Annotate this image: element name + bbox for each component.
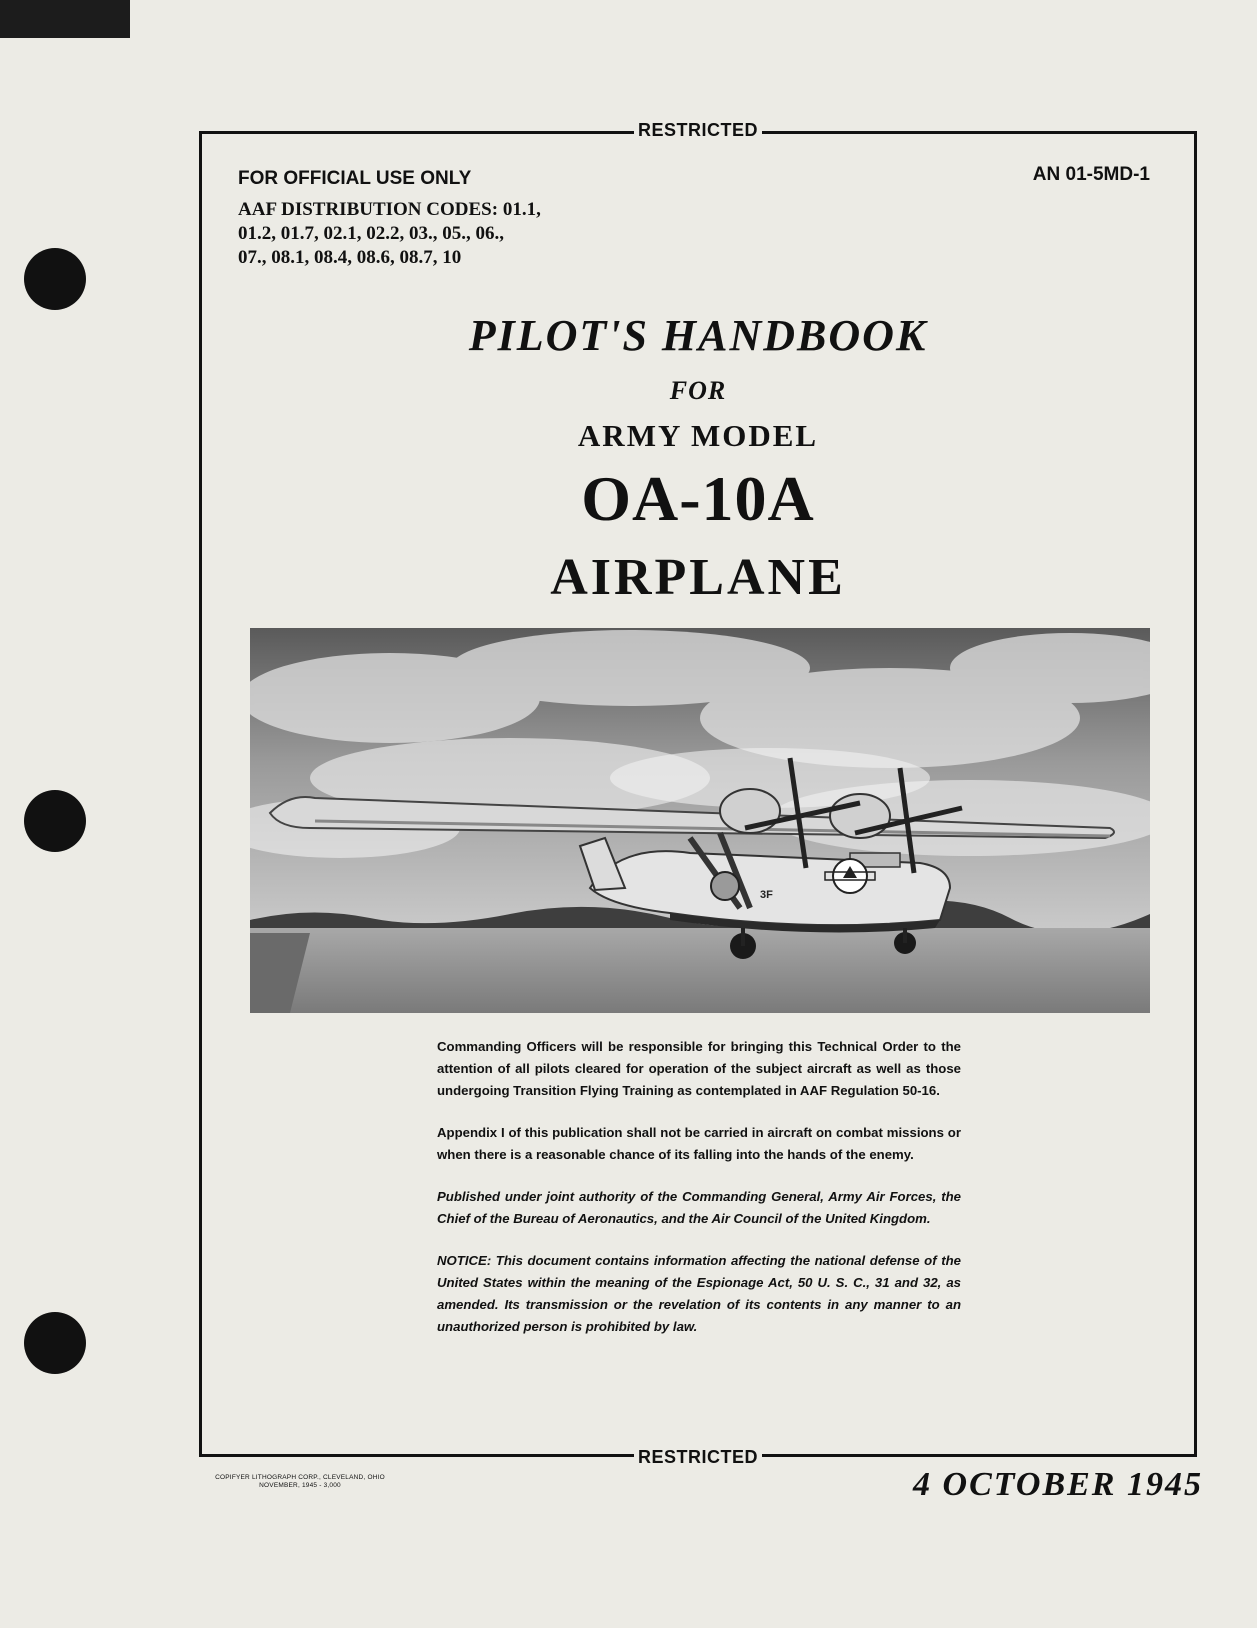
- punch-hole: [24, 1312, 86, 1374]
- notes-section: [437, 1036, 961, 1358]
- printer-imprint-line: NOVEMBER, 1945 - 3,000: [259, 1482, 341, 1489]
- title-pilots-handbook: PILOT'S HANDBOOK: [468, 311, 928, 360]
- corner-mark: [0, 0, 130, 38]
- document-number: AN 01-5MD-1: [1032, 164, 1150, 185]
- note-authority: Published under joint authority of the Commanding General, Army Air Forces, the Chief of the Bureau of Aeronautics, and the Air Council of the United Kingdom.: [437, 1189, 961, 1226]
- publication-date: 4 OCTOBER 1945: [913, 1466, 1203, 1503]
- note-appendix: Appendix I of this publication shall not be carried in aircraft on combat missions or when there is a reasonable chance of its falling into the hands of the enemy.: [437, 1125, 961, 1162]
- distribution-codes: [238, 198, 598, 270]
- note-commanding-officers: Commanding Officers will be responsible for bringing this Technical Order to the attention of all pilots cleared for operation of the subject aircraft as well as those undergoing Transition Flying Training as contemplated in AAF Regulation 50-16.: [437, 1039, 961, 1098]
- printer-imprint-line: COPIFYER LITHOGRAPH CORP., CLEVELAND, OHIO: [215, 1474, 385, 1481]
- restricted-label-bottom: RESTRICTED: [634, 1447, 762, 1467]
- aircraft-photo: [250, 628, 1150, 1013]
- note-espionage-notice: NOTICE: This document contains information affecting the national defense of the United States within the meaning of the Espionage Act, 50 U. S. C., 31 and 32, as amended. Its transmission or the revelation of its contents in any manner to an unauthorized person is prohibited by law.: [437, 1253, 961, 1334]
- printer-imprint: [205, 1474, 395, 1490]
- restricted-label-top: RESTRICTED: [634, 120, 762, 140]
- distribution-codes-line: 01.2, 01.7, 02.1, 02.2, 03., 05., 06.,: [238, 223, 504, 244]
- title-model-number: OA-10A: [581, 463, 815, 534]
- fuselage-mark: 3F: [760, 889, 773, 901]
- aircraft-photo-illustration: [250, 628, 1150, 1013]
- punch-hole: [24, 790, 86, 852]
- tarmac: [250, 928, 1150, 1013]
- punch-hole: [24, 248, 86, 310]
- title-army-model: ARMY MODEL: [577, 418, 819, 453]
- title-airplane: AIRPLANE: [550, 549, 846, 606]
- official-use-label: FOR OFFICIAL USE ONLY: [238, 168, 472, 189]
- title-for: FOR: [669, 376, 727, 405]
- distribution-codes-line: AAF DISTRIBUTION CODES: 01.1,: [238, 199, 541, 220]
- distribution-codes-line: 07., 08.1, 08.4, 08.6, 08.7, 10: [238, 247, 462, 268]
